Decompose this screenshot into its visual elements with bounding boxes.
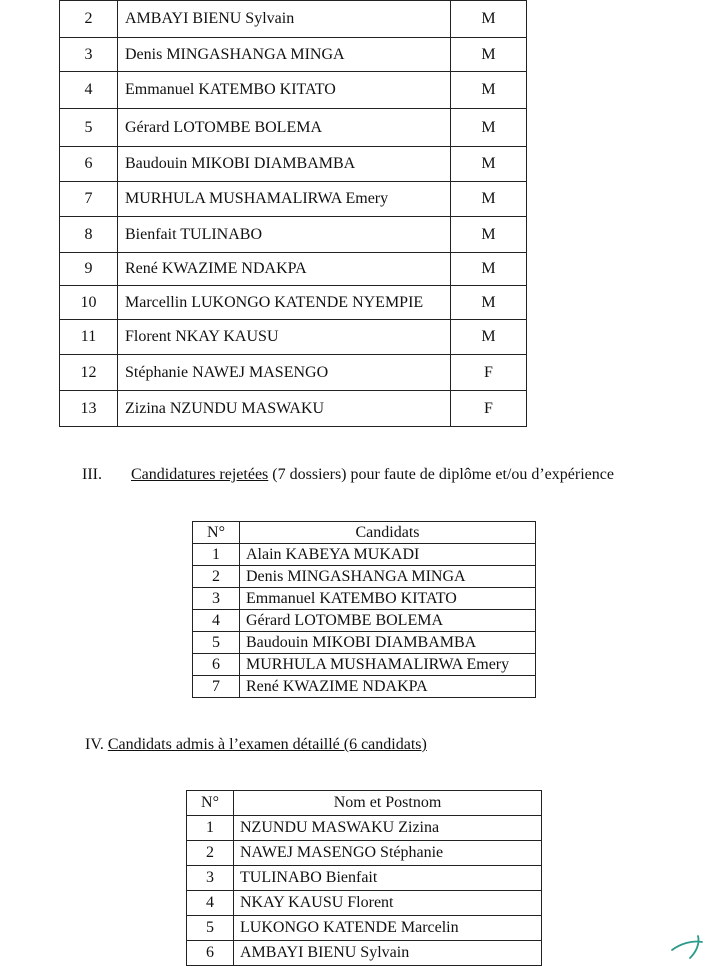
candidate-sex: M — [451, 1, 527, 38]
candidate-name: René KWAZIME NDAKPA — [118, 253, 451, 286]
table-row — [193, 632, 536, 654]
column-header-number: N° — [193, 522, 240, 544]
table-row — [187, 866, 542, 891]
candidate-name: Baudouin MIKOBI DIAMBAMBA — [118, 147, 451, 182]
candidate-name: Bienfait TULINABO — [118, 217, 451, 253]
candidate-name: NZUNDU MASWAKU Zizina — [234, 816, 542, 841]
row-number: 2 — [187, 841, 234, 866]
candidate-name: AMBAYI BIENU Sylvain — [118, 1, 451, 38]
row-number: 7 — [193, 676, 240, 698]
row-number: 4 — [187, 891, 234, 916]
row-number: 5 — [187, 916, 234, 941]
table-row — [193, 588, 536, 610]
candidate-sex: F — [451, 391, 527, 427]
table-row — [187, 816, 542, 841]
section-number: III. — [82, 466, 102, 483]
row-number: 3 — [193, 588, 240, 610]
candidate-name: Marcellin LUKONGO KATENDE NYEMPIE — [118, 286, 451, 320]
table-row — [60, 147, 527, 182]
candidate-name: MURHULA MUSHAMALIRWA Emery — [118, 182, 451, 217]
row-number: 5 — [193, 632, 240, 654]
table-header-row — [187, 791, 542, 816]
column-header-candidates: Candidats — [240, 522, 536, 544]
row-number: 6 — [187, 941, 234, 966]
candidate-name: TULINABO Bienfait — [234, 866, 542, 891]
row-number: 3 — [60, 38, 118, 72]
candidate-sex: M — [451, 109, 527, 147]
row-number: 1 — [187, 816, 234, 841]
candidate-sex: M — [451, 320, 527, 355]
table-row — [60, 253, 527, 286]
column-header-name: Nom et Postnom — [234, 791, 542, 816]
table-row — [187, 941, 542, 966]
table-row — [187, 916, 542, 941]
candidate-name: Gérard LOTOMBE BOLEMA — [118, 109, 451, 147]
row-number: 11 — [60, 320, 118, 355]
candidate-name: Gérard LOTOMBE BOLEMA — [240, 610, 536, 632]
table-row — [60, 72, 527, 109]
row-number: 2 — [60, 1, 118, 38]
candidate-name: Zizina NZUNDU MASWAKU — [118, 391, 451, 427]
candidates-table — [59, 0, 527, 427]
table-row — [60, 109, 527, 147]
table-row — [193, 566, 536, 588]
column-header-number: N° — [187, 791, 234, 816]
candidate-sex: M — [451, 217, 527, 253]
row-number: 1 — [193, 544, 240, 566]
candidate-sex: M — [451, 253, 527, 286]
table-row — [193, 654, 536, 676]
candidate-sex: M — [451, 38, 527, 72]
row-number: 5 — [60, 109, 118, 147]
candidate-name: Florent NKAY KAUSU — [118, 320, 451, 355]
row-number: 4 — [193, 610, 240, 632]
table-row — [187, 891, 542, 916]
row-number: 10 — [60, 286, 118, 320]
table-row — [60, 286, 527, 320]
candidate-name: Denis MINGASHANGA MINGA — [118, 38, 451, 72]
table-row — [193, 544, 536, 566]
row-number: 12 — [60, 355, 118, 391]
row-number: 3 — [187, 866, 234, 891]
section-number: IV. — [85, 736, 104, 753]
row-number: 8 — [60, 217, 118, 253]
candidate-name: Alain KABEYA MUKADI — [240, 544, 536, 566]
row-number: 2 — [193, 566, 240, 588]
admitted-candidates-table — [186, 790, 542, 966]
row-number: 9 — [60, 253, 118, 286]
section-title-underlined: Candidatures rejetées — [131, 466, 269, 483]
candidate-name: Denis MINGASHANGA MINGA — [240, 566, 536, 588]
table-row — [60, 1, 527, 38]
section-title-rest: (7 dossiers) pour faute de diplôme et/ou d’expérience — [268, 466, 614, 483]
candidate-name: Baudouin MIKOBI DIAMBAMBA — [240, 632, 536, 654]
table-row — [193, 610, 536, 632]
candidate-sex: M — [451, 286, 527, 320]
table-row — [193, 676, 536, 698]
candidate-name: MURHULA MUSHAMALIRWA Emery — [240, 654, 536, 676]
row-number: 6 — [193, 654, 240, 676]
candidate-sex: M — [451, 147, 527, 182]
candidate-sex: M — [451, 72, 527, 109]
table-row — [60, 391, 527, 427]
row-number: 4 — [60, 72, 118, 109]
candidate-name: NKAY KAUSU Florent — [234, 891, 542, 916]
candidate-name: Emmanuel KATEMBO KITATO — [240, 588, 536, 610]
candidate-name: Emmanuel KATEMBO KITATO — [118, 72, 451, 109]
row-number: 7 — [60, 182, 118, 217]
rejected-candidates-table — [192, 521, 536, 698]
candidate-name: René KWAZIME NDAKPA — [240, 676, 536, 698]
row-number: 13 — [60, 391, 118, 427]
section-title — [131, 466, 614, 484]
table-row — [60, 217, 527, 253]
table-header-row — [193, 522, 536, 544]
candidate-name: LUKONGO KATENDE Marcelin — [234, 916, 542, 941]
table-row — [60, 320, 527, 355]
section-title-underlined: Candidats admis à l’examen détaillé (6 candidats) — [107, 736, 427, 753]
section-title — [85, 736, 427, 754]
table-row — [60, 355, 527, 391]
table-row — [60, 38, 527, 72]
candidate-name: NAWEJ MASENGO Stéphanie — [234, 841, 542, 866]
handwritten-initial-mark — [668, 930, 708, 962]
candidate-name: AMBAYI BIENU Sylvain — [234, 941, 542, 966]
table-row — [187, 841, 542, 866]
candidate-name: Stéphanie NAWEJ MASENGO — [118, 355, 451, 391]
table-row — [60, 182, 527, 217]
candidate-sex: M — [451, 182, 527, 217]
candidate-sex: F — [451, 355, 527, 391]
row-number: 6 — [60, 147, 118, 182]
